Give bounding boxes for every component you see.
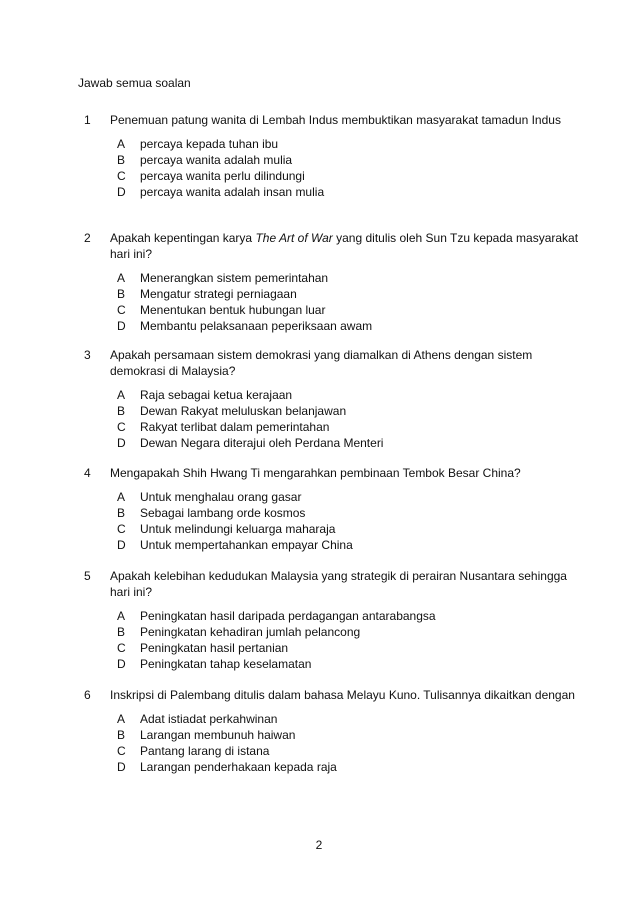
- question-3: [84, 347, 584, 451]
- option-d: D Larangan penderhakaan kepada raja: [117, 760, 337, 774]
- question-text: Mengapakah Shih Hwang Ti mengarahkan pembinaan Tembok Besar China?: [110, 466, 521, 480]
- question-6: [84, 687, 584, 775]
- options-list: [117, 136, 584, 200]
- option-c: C Pantang larang di istana: [117, 744, 270, 758]
- option-a: A Untuk menghalau orang gasar: [117, 490, 302, 504]
- option-a: A Menerangkan sistem pemerintahan: [117, 271, 329, 285]
- option-b: B percaya wanita adalah mulia: [117, 153, 293, 167]
- question-5: [84, 568, 584, 672]
- options-list: [117, 387, 584, 451]
- question-2: [84, 230, 584, 334]
- question-number: 5: [84, 569, 91, 583]
- options-list: [117, 711, 584, 775]
- instruction-text: Jawab semua soalan: [78, 76, 191, 90]
- option-c: C Peningkatan hasil pertanian: [117, 641, 289, 655]
- option-d: D Peningkatan tahap keselamatan: [117, 657, 312, 671]
- options-list: [117, 270, 584, 334]
- question-text: Apakah kelebihan kedudukan Malaysia yang strategik di perairan Nusantara sehingga hari ini?: [110, 569, 567, 599]
- question-number: 1: [84, 113, 91, 127]
- option-d: D percaya wanita adalah insan mulia: [117, 185, 325, 199]
- option-c: C Untuk melindungi keluarga maharaja: [117, 522, 336, 536]
- question-text: Penemuan patung wanita di Lembah Indus membuktikan masyarakat tamadun Indus: [110, 113, 561, 127]
- page-number: 2: [315, 838, 323, 852]
- option-b: B Peningkatan kehadiran jumlah pelancong: [117, 625, 361, 639]
- question-number: 2: [84, 231, 91, 245]
- option-b: B Dewan Rakyat meluluskan belanjawan: [117, 404, 347, 418]
- options-list: [117, 608, 584, 672]
- option-c: C Rakyat terlibat dalam pemerintahan: [117, 420, 330, 434]
- question-number: 4: [84, 466, 91, 480]
- question-text: Apakah kepentingan karya The Art of War yang ditulis oleh Sun Tzu kepada masyarakat hari ini?: [110, 231, 579, 261]
- option-a: A Adat istiadat perkahwinan: [117, 712, 278, 726]
- option-b: B Sebagai lambang orde kosmos: [117, 506, 306, 520]
- question-4: [84, 465, 584, 553]
- question-text: Apakah persamaan sistem demokrasi yang diamalkan di Athens dengan sistem demokrasi di Malaysia?: [110, 348, 533, 378]
- question-number: 3: [84, 348, 91, 362]
- question-1: [84, 112, 584, 200]
- option-d: D Untuk mempertahankan empayar China: [117, 538, 353, 552]
- book-title: The Art of War: [255, 231, 333, 245]
- option-c: C percaya wanita perlu dilindungi: [117, 169, 305, 183]
- option-b: B Larangan membunuh haiwan: [117, 728, 296, 742]
- option-a: A Raja sebagai ketua kerajaan: [117, 388, 293, 402]
- option-c: C Menentukan bentuk hubungan luar: [117, 303, 326, 317]
- option-d: D Membantu pelaksanaan peperiksaan awam: [117, 319, 373, 333]
- options-list: [117, 489, 584, 553]
- option-b: B Mengatur strategi perniagaan: [117, 287, 297, 301]
- option-d: D Dewan Negara diterajui oleh Perdana Menteri: [117, 436, 384, 450]
- option-a: A percaya kepada tuhan ibu: [117, 137, 279, 151]
- question-text: Inskripsi di Palembang ditulis dalam bahasa Melayu Kuno. Tulisannya dikaitkan dengan: [110, 688, 575, 702]
- question-number: 6: [84, 688, 91, 702]
- option-a: A Peningkatan hasil daripada perdagangan antarabangsa: [117, 609, 436, 623]
